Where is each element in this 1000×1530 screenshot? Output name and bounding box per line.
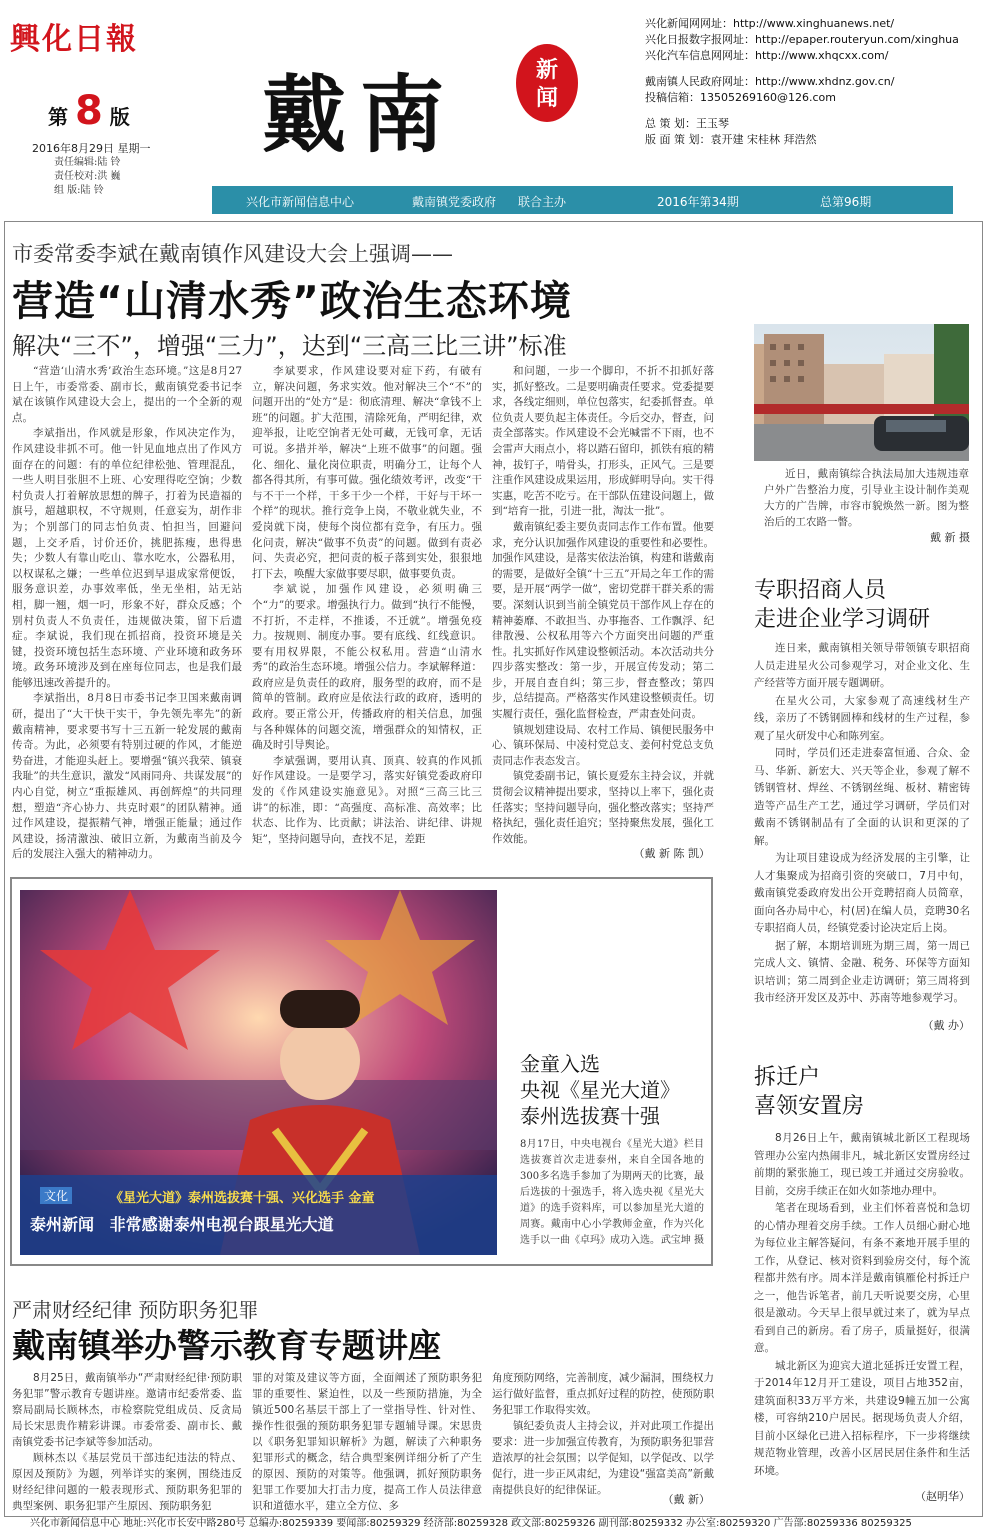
paragraph: 在星火公司，大家参观了高速线材生产线，亲历了不锈钢圆棒和线材的生产过程，参观了星火研发中心和陈列室。: [754, 694, 970, 742]
lead-subhead: 解决“三不”，增强“三力”，达到“三高三比三讲”标准: [12, 332, 567, 360]
article-body-recruiters: [754, 640, 970, 1015]
paragraph: 顾林杰以《基层党员干部违纪违法的特点、原因及预防》为题，列举详实的案例，围绕违反财经纪律问题的一般表现形式、预防职务犯罪的典型案例、职务犯罪产生原因、预防职务犯: [12, 1452, 242, 1512]
seal-text: 新闻: [536, 57, 559, 111]
overlay-line-2: [30, 1212, 334, 1235]
paragraph: 李斌强调，要用认真、顶真、较真的作风抓好作风建设。一是要学习，落实好镇党委政府印发的《作风建设实施意见》。对照“三高三比三讲”的标准，即：“高强度、高标准、高效率；比状态、比作为、比贡献；讲法治、讲纪律、讲规矩”，坚持问题导向，查找不足，差距: [252, 754, 482, 845]
paragraph: 李斌说，加强作风建设，必须明确三个“力”的要求。增强执行力。做到“执行不能慢，不打折，不走样，不推诿，不迁就”。增强免疫力。按规则、制度办事。要有底线、红线意识。要有用权界限，不能公权私用。营造“山清水秀”的政治生态环境。增强公信力。李斌解释道：政府应是负责任的政府，服务型的政府，而不是简单的管制。政府应是依法行政的政府，透明的政府。要正常公开，传播政府的相关信息，加强与各种媒体的问题交流，增强群众的知情权，正确及时引导舆论。: [252, 583, 482, 752]
street-photo-credit: 戴 新 摄: [930, 531, 970, 544]
paragraph: 同时，学员们还走进泰富恒通、合众、金马、华新、新宏大、兴天等企业，参观了解不锈钢管材、焊丝、不锈钢丝绳、板材、精密铸造等产品生产工艺，通过学习调研，学员们对戴南不锈钢制品有了全面的认识和更深的了解。: [754, 747, 970, 847]
lead-column-2: [252, 364, 482, 872]
paragraph: 为让项目建设成为经济发展的主引擎，让人才集聚成为招商引资的突破口，7月中旬，戴南镇党委政府发出公开竞聘招商人员简章，面向各办局中心，村(居)在编人员，竞聘30名专职招商人员，经镇党委讨论决定后上岗。: [754, 852, 970, 934]
relocation-byline: （赵明华）: [915, 1490, 970, 1503]
issue-date: 2016年8月29日 星期一: [32, 142, 151, 155]
title-line: 泰州选拔赛十强: [520, 1104, 660, 1128]
paragraph: 戴南镇纪委主要负责同志作工作布置。他要求，充分认识加强作风建设的重要性和必要性。加强作风建设，是落实依法治镇，构建和谐戴南的需要，是做好全镇“十三五”开局之年工作的需要，是开展“两学一做”，密切党群干群关系的需要。深刻认识到当前全镇党员干部作风上存在的精神萎靡、不敢担当、办事拖沓、工作飘浮、纪律散漫、公权私用等六个方面突出问题的严重性。扎实抓好作风建设整顿活动。本次活动共分四步落实整改：第一步，开展宣传发动；第二步，开展自查自纠；第三步，督查整改；第四步，总结提高。严格落实作风建设整顿责任。切实履行责任，强化监督检查，严肃查处问责。: [492, 520, 714, 721]
seal-badge: [516, 44, 578, 122]
overlay-line-1: 《星光大道》泰州选拔赛十强、兴化选手 金童: [110, 1191, 375, 1206]
title-line: 喜领安置房: [754, 1094, 865, 1119]
paragraph: 角度预防网络，完善制度，减少漏洞，围绕权力运行做好监督，重点抓好过程的防控，使预防职务犯罪工作取得实效。: [492, 1372, 714, 1416]
info-url: 兴化新闻网网址：http://www.xinghuanews.net/: [645, 17, 895, 30]
lead-byline: （戴 新 陈 凯）: [633, 847, 710, 860]
page-suffix: 版: [109, 105, 130, 129]
street-photo: [754, 324, 969, 461]
caption-text: 8月17日，中央电视台《星光大道》栏目选拔赛首次走进泰州，来自全国各地的300多名选手参加了为期两天的比赛，最后选拔的十强选手，将入选央视《星光大道》的选手资料库，可以参加星光大道的周赛。戴南中心小学教师金童，作为兴化选手以一曲《卓玛》成功入选。: [520, 1139, 704, 1246]
editor-credits: [54, 156, 121, 198]
paragraph: 李斌要求，作风建设要对症下药，有破有立，解决问题，务求实效。他对解决三个“不”的问题开出的“处方”是：彻底清理、解决“拿钱不上班”的问题。扩大范围，清除死角，严明纪律，欢迎举报，让吃空饷者无处可藏，无钱可拿，无话可说。多措并举，解决“上班不做事”的问题。强化、细化、量化岗位职责，明确分工，让每个人都各得其所，有事可做。强化绩效考评，改变“干与不干一个样，干多干少一个样，干好与干坏一个样”的现状。推行竞争上岗，不敬业就失业，不爱岗就下岗，使每个岗位都有竞争，有压力。强化问责，解决“做事不负责”的问题。做到有责必问、失责必究，把问责的板子落到实处，狠狠地打下去，唤醒大家做事要尽职，做事要负责。: [252, 365, 482, 580]
paragraph: 连日来，戴南镇相关领导带领镇专职招商人员走进星火公司参观学习，对企业文化、生产经营等方面开展专题调研。: [754, 642, 970, 689]
organizer: 戴南镇党委政府: [412, 195, 497, 209]
issue-number: 2016年第34期: [657, 195, 739, 209]
paragraph: 据了解，本期培训班为期三周，第一周已完成人文、镇情、金融、税务、环保等方面知识培训；第二周到企业走访调研；第三周将到我市经济开发区及苏中、苏南等地参观学习。: [754, 939, 970, 1004]
footer-text: 兴化市新闻信息中心 地址:兴化市长安中路280号 总编办:80259339 要闻部:80259329 经济部:80259328 政文部:80259326 副刊部:80259332 办公室:80259320 广告部:80259336 80259325: [30, 1518, 912, 1529]
recruiters-byline: （戴 办）: [922, 1019, 970, 1032]
article-body-relocation: [754, 1130, 970, 1488]
paragraph: 和问题，一步一个脚印，不折不扣抓好落实，抓好整改。二是要明确责任要求。党委提要求，各线定细则，单位包落实，纪委抓督查。单位负责人要负起主体责任。今后交办，督查，问责全部落实。作风建设不会光喊雷不下雨，也不会雷声大雨点小，将以踏石留印，抓铁有痕的精神，拔钉子，啃骨头，打形头，正风气。三是要注重作风建设成果运用，形成鲜明导向。实干得实惠，吃苦不吃亏。在干部队伍建设问题上，做到“培育一批，引进一批，淘汰一批”。: [492, 365, 714, 518]
bottom-headline: 戴南镇举办警示教育专题讲座: [12, 1326, 441, 1365]
paragraph: 8月26日上午，戴南镇城北新区工程现场管理办公室内热闹非凡，城北新区安置房经过前期的紧张施工，现已竣工并通过交房验收。目前，交房手续正在如火如荼地办理中。: [754, 1132, 970, 1197]
bottom-column-3: [492, 1370, 714, 1496]
photo-feature-caption: [520, 1137, 704, 1249]
bottom-column-2: [252, 1370, 482, 1512]
paragraph: 镇党委副书记，镇长夏爱东主持会议，并就贯彻会议精神提出要求，坚持以上率下，强化责任落实；坚持问题导向，强化整改落实；坚持严格执纪，强化责任追究；坚持聚焦发展，强化工作效能。: [492, 770, 714, 845]
total-issue-number: 总第96期: [820, 195, 872, 209]
bottom-kicker: 严肃财经纪律 预防职务犯罪: [12, 1298, 259, 1322]
lead-kicker: 市委常委李斌在戴南镇作风建设大会上强调——: [12, 242, 453, 266]
lead-column-3: [492, 364, 714, 856]
info-planner: 版 面 策 划：袁开建 宋桂林 拜浩然: [645, 133, 817, 146]
info-planner: 总 策 划：王玉琴: [645, 117, 729, 130]
paragraph: 罪的对策及建议等方面，全面阐述了预防职务犯罪的重要性、紧迫性，以及一些预防措施，为全镇近500名基层干部上了一堂指导性、针对性、操作性很强的预防职务犯罪专题辅导课。宋思贵以《职务犯罪知识解析》为题，解读了六种职务犯罪形式的概念，结合典型案例详细分析了产生的原因、预防的对策等。他强调，抓好预防职务犯罪工作要加大打击力度，提高工作人员法律意识和道德水平，建立全方位、多: [252, 1372, 482, 1512]
photo-credit: 武宝坤 摄: [660, 1235, 704, 1246]
title-line: 拆迁户: [754, 1065, 821, 1090]
section-brand: 戴南: [262, 65, 459, 164]
organizer: 兴化市新闻信息中心: [246, 195, 355, 209]
paragraph: 镇纪委负责人主持会议，并对此项工作提出要求：进一步加强宣传教育，为预防职务犯罪营造浓厚的社会氛围；以学促知，以学促改、以学促行，进一步正风肃纪，为建设“强富美高”新戴南提供良好的纪律保证。: [492, 1420, 714, 1496]
photo-feature-title: [520, 1051, 680, 1129]
page-number: [48, 88, 130, 134]
paragraph: 8月25日，戴南镇举办“严肃财经纪律·预防职务犯罪”警示教育专题讲座。邀请市纪委常委、监察局副局长顾林杰，市检察院党组成员、反贪局局长宋思贵作精彩讲课。市委常委、副市长、戴南镇党委书记李斌等参加活动。: [12, 1372, 242, 1448]
page-number-value: 8: [74, 88, 103, 134]
info-url: 兴化日报数字报网址：http://epaper.routeryun.com/xinghua: [645, 33, 959, 46]
editor-line: 责任编辑:陆 铃: [54, 157, 121, 168]
info-url: 戴南镇人民政府网址：http://www.xhdnz.gov.cn/: [645, 75, 895, 88]
page-prefix: 第: [48, 105, 68, 129]
title-line: 专职招商人员: [754, 578, 887, 603]
overlay-tag: 文化: [40, 1187, 72, 1204]
paragraph: “营造‘山清水秀’政治生态环境。”这是8月27日上午，市委常委、副市长，戴南镇党委书记李斌在该镇作风建设大会上，提出的一个全新的观点。: [12, 365, 242, 424]
lead-headline: 营造“山清水秀”政治生态环境: [12, 277, 572, 325]
street-photo-caption: [764, 466, 969, 530]
bottom-column-1: [12, 1370, 242, 1512]
overlay-brand: 泰州新闻: [30, 1215, 95, 1234]
organizer-role: 联合主办: [518, 195, 567, 209]
title-line: 走进企业学习调研: [754, 607, 931, 632]
street-photo-image: [754, 324, 969, 461]
newspaper-logo: 興化日報: [10, 22, 138, 57]
bottom-byline: （戴 新）: [662, 1493, 710, 1506]
article-title-recruiters: [754, 576, 930, 634]
paragraph: 李斌指出，作风就是形象，作风决定作为，作风建设非抓不可。他一针见血地点出了作风方面存在的问题：有的单位纪律松弛、管理混乱，一些人明目张胆不上班、心安理得吃空饷；少数村负责人打着解放思想的牌子，打着为民造福的旗号，超越职权，不守规则，任意妄为，胡作非为；个别部门的同志怕负责、怕担当，回避问题，上交矛盾，讨价还价，挑肥拣瘦，患得患失；少数人有靠山吃山、靠水吃水，公器私用，以权谋私之嫌；一些单位迟到早退成家常便饭，服务意识差，办事效率低，坐无坐相，站无站相，脚一翘，烟一叼，形象不好，群众反感；个别村负责人不负责任，违规做决策，留下后遗症。李斌说，我们现在抓招商，投资环境是关键，投资环境包括生态环境、产业环境和政务环境。政务环境涉及到在座每位同志，也是我们最能够迅速改善提升的。: [12, 427, 242, 689]
editor-line: 责任校对:洪 巍: [54, 171, 121, 182]
info-url: 兴化汽车信息网网址：http://www.xhqcxx.com/: [645, 49, 889, 62]
info-block: [645, 16, 959, 148]
paragraph: 镇规划建设局、农村工作局、镇便民服务中心、镇环保局、中凌村党总支、姜何村党总支负责同志作表态发言。: [492, 723, 714, 767]
editor-line: 组 版:陆 铃: [54, 185, 104, 196]
overlay-text: 非常感谢泰州电视台跟星光大道: [109, 1215, 334, 1234]
title-line: 金童入选: [520, 1052, 600, 1076]
article-title-relocation: [754, 1063, 864, 1121]
header-bar: [212, 186, 953, 214]
paragraph: 笔者在现场看到，业主们怀着喜悦和急切的心情办理着交房手续。工作人员细心耐心地为每位业主解答疑问，有条不紊地开展手里的工作，从登记、核对资料到验房交付，每个流程都井然有序。周本洋是戴南镇雁伦村拆迁户之一，他告诉笔者，前几天听说要交房，心里很是激动。今天早上很早就过来了，就为早点看到自己的新房。看了房子，质量挺好，很满意。: [754, 1202, 970, 1354]
paragraph: 城北新区为迎宾大道北延拆迁安置工程，于2014年12月开工建设，项目占地352亩，建筑面积33万平方米，共建设9幢五加一公寓楼，可容纳210户居民。据现场负责人介绍，目前小区绿化已进入招标程序，下一步将继续规范物业管理，改善小区居民居住条件和生活环境。: [754, 1359, 970, 1477]
paragraph: 李斌指出，8月8日市委书记李卫国来戴南调研，提出了“大干快干实干，争先领先率先”的新戴南精神，要求要书写十三五新一轮发展的戴南传奇。为此，必须要有特别过硬的作风，才能逆势奋进，才能迎头赶上。要增强“镇兴我荣、镇衰我耻”的共生意识，激发“风雨同舟、共谋发展”的内心自觉，树立“重振雄风、再创辉煌”的共同理想，塑造“齐心协力、共克时艰”的团队精神。通过作风建设，提振精气神，增强正能量；通过作风建设，扬清激浊、破旧立新，为戴南当前及今后的发展注入强大的精神动力。: [12, 692, 242, 861]
caption-text: 近日，戴南镇综合执法局加大违规违章户外广告整治力度，引导业主设计制作美观大方的广告牌，市容市貌焕然一新。图为整治后的工农路一瞥。: [764, 468, 969, 528]
lead-column-1: [12, 364, 242, 872]
footer-contacts: [4, 1514, 981, 1529]
info-email: 投稿信箱：13505269160@126.com: [645, 91, 836, 104]
title-line: 央视《星光大道》: [520, 1078, 680, 1102]
